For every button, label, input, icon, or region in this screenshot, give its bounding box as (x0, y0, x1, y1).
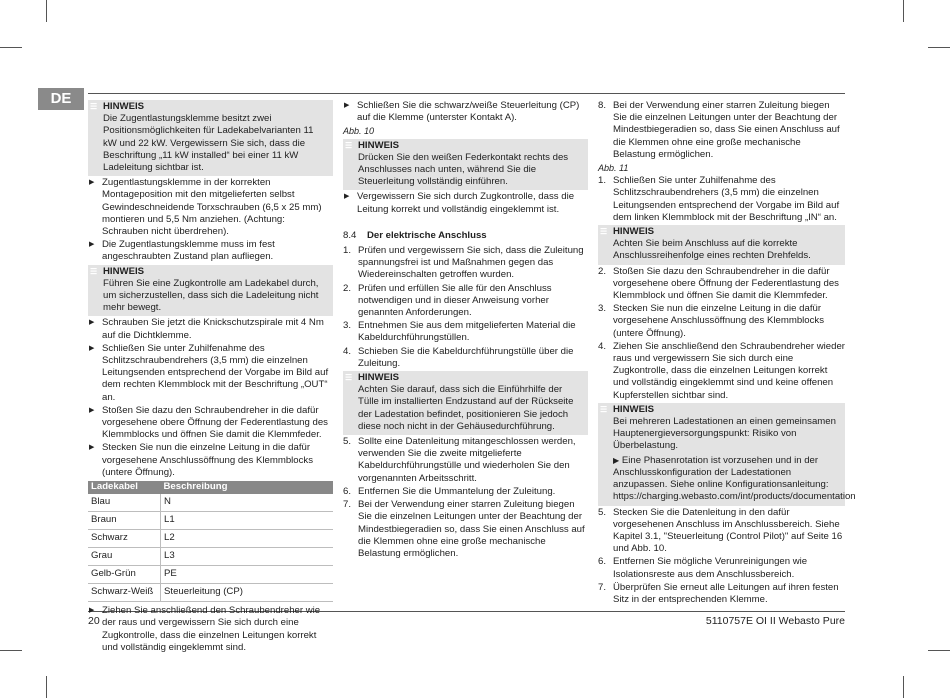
language-tab: DE (38, 88, 84, 110)
numbered-step (598, 341, 845, 402)
numbered-step (598, 507, 845, 556)
step-text: Schließen Sie unter Zuhilfenahme des Schlitzschraubendrehers (3,5 mm) die einzelnen Leitungsenden entsprechend der Vorgabe im Bild auf dem linken Klemmblock mit der Beschriftung „IN“ an. (613, 175, 840, 223)
numbered-step (343, 486, 588, 498)
note-text: Bei mehreren Ladestationen an einen gemeinsamen Hauptenergieversorgungspunkt: Risiko von Überbelastung. (613, 416, 836, 452)
cable-table (88, 481, 333, 602)
numbered-step (343, 436, 588, 485)
table-row (88, 494, 333, 512)
table-cell: Steuerleitung (CP) (161, 584, 334, 602)
numbered-step (598, 266, 845, 303)
figure-caption: Abb. 11 (598, 163, 629, 174)
note-box (598, 225, 845, 265)
note-title: ☰ HINWEIS (103, 266, 329, 278)
step-text: Stoßen Sie dazu den Schraubendreher in die dafür vorgesehene obere Öffnung der Federentlastung des Klemmblock und öffnen Sie damit die Klemmfeder. (613, 265, 839, 302)
arrow-icon: ▶ (613, 455, 620, 465)
bullet-item: ▶ Stecken Sie nun die einzelne Leitung in die dafür vorgesehene Anschlussöffnung des Klemmblocks (untere Öffnung). (88, 442, 333, 479)
crop-mark (46, 0, 47, 22)
table-cell: Schwarz-Weiß (88, 584, 161, 602)
step-number: 4. (598, 340, 607, 352)
step-text: Prüfen und vergewissern Sie sich, dass die Zuleitung spannungsfrei ist und Maßnahmen gegen das Wiedereinschalten getroffen wurden. (358, 245, 584, 281)
step-number: 5. (343, 436, 352, 448)
table-row (88, 530, 333, 548)
bullet-item: ▶ Schließen Sie unter Zuhilfenahme des Schlitzschraubendrehers (3,5 mm) die einzelnen Leitungsenden entsprechend der Vorgabe im Bild auf dem rechten Klemmblock mit der Beschriftung „OUT“ an. (88, 343, 333, 404)
numbered-step (343, 320, 588, 344)
step-text: Entfernen Sie die Ummantelung der Zuleitung. (358, 485, 556, 497)
step-number: 2. (343, 282, 352, 294)
table-cell: Grau (88, 548, 161, 566)
numbered-step (343, 499, 588, 560)
bullet-item: ▶ Schrauben Sie jetzt die Knickschutzspirale mit 4 Nm auf die Dichtklemme. (88, 317, 333, 341)
table-cell: Gelb-Grün (88, 566, 161, 584)
table-cell: Schwarz (88, 530, 161, 548)
note-text: Achten Sie darauf, dass sich die Einführhilfe der Tülle im installierten Endzustand auf der Rückseite der Ladestation befindet, positionieren Sie jedoch diese noch nicht in der Gehäusedurchführung. (358, 384, 574, 432)
crop-mark (46, 676, 47, 698)
step-number: 7. (598, 581, 607, 593)
step-number: 6. (598, 556, 607, 568)
table-row (88, 566, 333, 584)
numbered-step (598, 556, 845, 580)
note-text: Drücken Sie den weißen Federkontakt rechts des Anschlusses nach unten, während Sie die Steuerleitung vollständig einführen. (358, 151, 569, 188)
note-text: Führen Sie eine Zugkontrolle am Ladekabel durch, um sicherzustellen, dass sich die Ladeleitung nicht mehr bewegt. (103, 277, 319, 314)
step-text: Bei der Verwendung einer starren Zuleitung biegen Sie die einzelnen Leitungen unter der Beachtung der Mindestbiegeradien so, dass Sie einen Anschluss auf die Klemmen ohne eine große mechanische Belastung ermöglichen. (613, 100, 840, 160)
table-cell: Braun (88, 512, 161, 530)
note-title: ☰ HINWEIS (613, 404, 841, 416)
section-heading (343, 230, 588, 242)
bullet-item: ▶ Ziehen Sie anschließend den Schraubendreher wie der raus und vergewissern Sie sich durch eine Zugkontrolle, dass die einzelnen Leitungen korrekt und vollständig eingeklemmt sind. (88, 605, 333, 654)
table-cell: Blau (88, 494, 161, 512)
step-number: 1. (343, 245, 352, 257)
figure-caption: Abb. 10 (343, 126, 375, 137)
step-number: 1. (598, 175, 607, 187)
bullet-item: ▶ Schließen Sie die schwarz/weiße Steuerleitung (CP) auf die Klemme (unterster Kontakt A). (343, 100, 588, 124)
table-cell: PE (161, 566, 334, 584)
table-row (88, 512, 333, 530)
step-number: 2. (598, 265, 607, 277)
numbered-step (343, 346, 588, 370)
note-text: Die Zugentlastungsklemme besitzt zwei Positionsmöglichkeiten für Ladekabelvarianten 11 kW und 22 kW. Vergewissern Sie sich, dass die Beschriftung „11 kW installed“ bei einer 11 kW Ladeleitung sichtbar ist. (103, 113, 314, 174)
step-text: Stecken Sie die Datenleitung in den dafür vorgesehenen Anschluss im Anschlussbereich. Siehe Kapitel 3.1, "Steuerleitung (Control Pilot)" auf Seite 16 und Abb. 10. (613, 506, 843, 555)
step-number: 8. (598, 100, 607, 111)
document-id: 5110757E OI II Webasto Pure (705, 615, 845, 627)
table-cell: N (161, 494, 334, 512)
crop-mark (903, 676, 904, 698)
step-text: Ziehen Sie anschließend den Schraubendreher wieder raus und vergewissern Sie sich durch eine Zugkontrolle, dass die einzelnen Leitungen korrekt und vollständig eingeklemmt sind und keine offenen Kupferstellen sichtbar sind. (613, 340, 845, 401)
step-number: 4. (343, 345, 352, 357)
step-text: Entfernen Sie mögliche Verunreinigungen wie Isolationsreste aus dem Anschlussbereich. (613, 556, 808, 580)
table-cell: L1 (161, 512, 334, 530)
note-box (88, 265, 333, 317)
column-middle (343, 100, 588, 561)
note-title: ☰ HINWEIS (358, 372, 584, 384)
numbered-step (343, 283, 588, 320)
crop-mark (0, 650, 22, 651)
step-number: 6. (343, 485, 352, 497)
step-text: Prüfen und erfüllen Sie alle für den Anschluss notwendigen und in dieser Anweisung vorher genannten Anforderungen. (358, 282, 552, 319)
numbered-step (598, 175, 845, 224)
crop-mark (0, 47, 22, 48)
note-title: ☰ HINWEIS (613, 226, 841, 238)
step-text: Stecken Sie nun die einzelne Leitung in die dafür vorgesehene Anschlussöffnung des Klemmblocks (untere Öffnung). (613, 303, 825, 339)
table-cell: L3 (161, 548, 334, 566)
step-text: Sollte eine Datenleitung mitangeschlossen werden, verwenden Sie die zweite mitgelieferte Kabeldurchführungstülle und wiederholen Sie den vorgenannten Arbeitsschritt. (358, 436, 576, 484)
note-title: ☰ HINWEIS (103, 101, 329, 113)
crop-mark (928, 47, 950, 48)
note-box (343, 139, 588, 191)
step-text: Entnehmen Sie aus dem mitgelieferten Material die Kabeldurchführungstüllen. (358, 320, 576, 344)
column-left (88, 100, 333, 655)
header-rule (88, 93, 845, 94)
step-text: Überprüfen Sie erneut alle Leitungen auf ihren festen Sitz in der entsprechenden Klemme. (613, 581, 839, 605)
section-number: 8.4 (343, 229, 357, 241)
crop-mark (903, 0, 904, 22)
note-box (88, 100, 333, 176)
bullet-item: ▶ Die Zugentlastungsklemme muss im fest angeschraubten Zustand plan aufliegen. (88, 239, 333, 263)
table-header: Ladekabel (88, 481, 161, 494)
table-cell: L2 (161, 530, 334, 548)
note-text (613, 455, 841, 492)
note-box (343, 371, 588, 435)
bullet-item: ▶ Stoßen Sie dazu den Schraubendreher in die dafür vorgesehene obere Öffnung der Federentlastung des Klemmblocks und öffnen Sie damit die Klemmfeder. (88, 405, 333, 442)
table-row (88, 548, 333, 566)
numbered-step (343, 245, 588, 282)
numbered-step (598, 582, 845, 606)
documentation-link[interactable]: https://charging.webasto.com/int/products/documentation (613, 491, 856, 503)
bullet-item: ▶ Zugentlastungsklemme in der korrekten Montageposition mit den mitgelieferten selbst Gewindeschneidende Torxschrauben (6,5 x 25 mm) montieren und 5,5 Nm anziehen. (Achtung: Schrauben nicht überdrehen). (88, 177, 333, 238)
note-text-rotation: Eine Phasenrotation ist vorzusehen und in der Anschlusskonfiguration der Ladestationen anzupassen. Siehe online Konfigurationsanleitung: (613, 454, 829, 491)
note-title: ☰ HINWEIS (358, 140, 584, 152)
table-row (88, 584, 333, 602)
step-number: 3. (343, 320, 352, 332)
note-box (598, 403, 856, 506)
step-number: 3. (598, 303, 607, 315)
table-header: Beschreibung (161, 481, 334, 494)
crop-mark (928, 650, 950, 651)
note-text: Achten Sie beim Anschluss auf die korrekte Anschlussreihenfolge eines rechten Drehfelds. (613, 238, 811, 262)
numbered-step (598, 100, 845, 161)
column-right (598, 100, 856, 607)
step-text: Bei der Verwendung einer starren Zuleitung biegen Sie die einzelnen Leitungen unter der Beachtung der Mindestbiegeradien so, dass Sie einen Anschluss auf die Klemmen ohne eine große mechanische Belastung ermöglichen. (358, 499, 585, 559)
step-text: Schieben Sie die Kabeldurchführungstülle über die Zuleitung. (358, 345, 574, 369)
page-number: 20 (88, 615, 100, 627)
step-number: 7. (343, 499, 352, 511)
bullet-item: ▶ Vergewissern Sie sich durch Zugkontrolle, dass die Leitung korrekt und vollständig eingeklemmt ist. (343, 191, 588, 215)
step-number: 5. (598, 506, 607, 518)
numbered-step (598, 303, 845, 340)
section-title: Der elektrische Anschluss (367, 229, 487, 241)
